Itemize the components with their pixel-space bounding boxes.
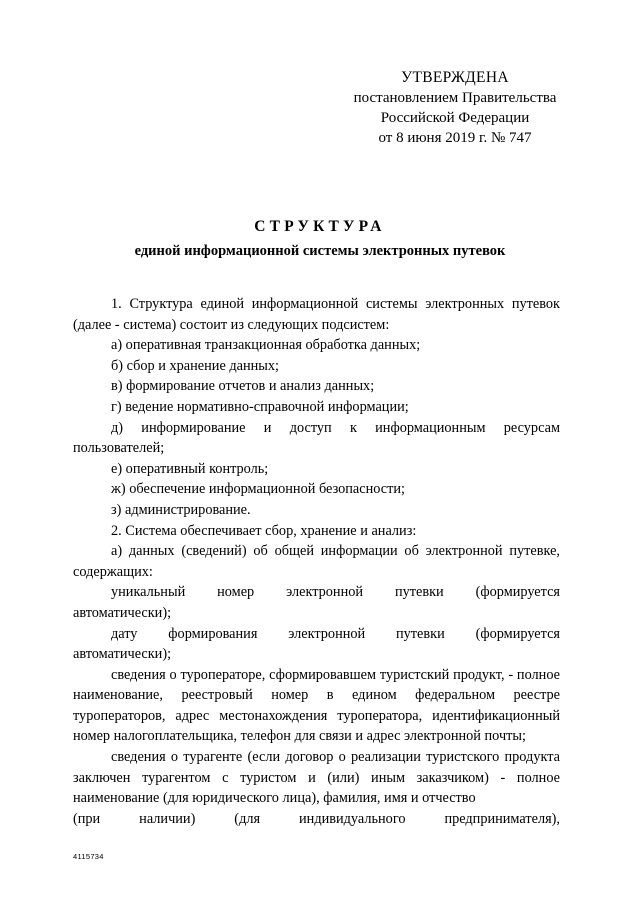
list-item-continuation: пользователей; xyxy=(73,440,165,457)
list-item: сведения о турагенте (если договор о реализации туристского продукта заключен турагентом с туристом и (или) иным заказчиком) - полное наименование (для юридического лица), фамилия, имя и отчество xyxy=(73,749,560,807)
list-item: а) оперативная транзакционная обработка данных; xyxy=(111,337,421,354)
document-body xyxy=(73,294,560,829)
paragraph: 2. Система обеспечивает сбор, хранение и анализ: xyxy=(111,522,417,539)
paragraph: 1. Структура единой информационной системы электронных путевок (далее - система) состоит из следующих подсистем: xyxy=(73,296,560,333)
list-item: сведения о туроператоре, сформировавшем туристский продукт, - полное наименование, реестровый номер в едином федеральном реестре туроператоров, адрес местонахождения туроператора, идентификационный номер налогоплательщика, телефон для связи и адрес электронной почты; xyxy=(73,666,560,745)
list-item: з) администрирование. xyxy=(111,501,251,518)
list-item-continuation: автоматически); xyxy=(73,646,172,663)
list-item: в) формирование отчетов и анализ данных; xyxy=(111,378,375,395)
list-item: е) оперативный контроль; xyxy=(111,460,269,477)
list-item-continuation: автоматически); xyxy=(73,604,172,621)
approval-heading: УТВЕРЖДЕНА xyxy=(401,69,509,86)
list-item: г) ведение нормативно-справочной информации; xyxy=(111,398,409,415)
list-item: уникальный номер электронной путевки (формируется xyxy=(111,584,560,601)
document-title: СТРУКТУРА xyxy=(254,218,386,235)
list-item: а) данных (сведений) об общей информации об электронной путевке, содержащих: xyxy=(73,543,560,580)
list-item-continuation: (при наличии) (для индивидуального предпринимателя), xyxy=(73,810,560,827)
list-item: д) информирование и доступ к информационным ресурсам xyxy=(111,419,560,436)
document-code: 4115734 xyxy=(73,852,104,861)
list-item: б) сбор и хранение данных; xyxy=(111,357,280,374)
approval-line: постановлением Правительства xyxy=(353,90,557,106)
approval-line: Российской Федерации xyxy=(380,110,530,126)
document-subtitle: единой информационной системы электронных путевок xyxy=(134,243,506,259)
approval-date-line: от 8 июня 2019 г. № 747 xyxy=(378,130,532,146)
list-item: ж) обеспечение информационной безопасности; xyxy=(111,481,405,498)
approval-stamp xyxy=(350,68,560,148)
list-item: дату формирования электронной путевки (формируется xyxy=(111,625,560,642)
